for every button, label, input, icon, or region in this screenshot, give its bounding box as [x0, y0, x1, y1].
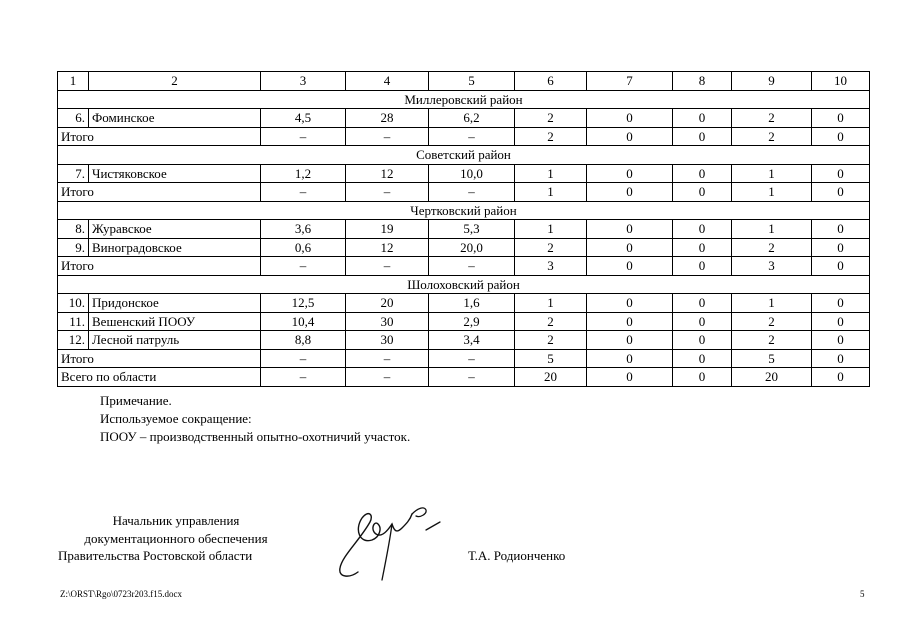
ground-name: Придонское	[89, 294, 261, 313]
district-title: Советский район	[58, 146, 870, 165]
table-cell: 2	[732, 109, 812, 128]
total-value: –	[429, 257, 515, 276]
signer-title-line: Правительства Ростовской области	[58, 548, 253, 563]
table-cell: 0	[812, 109, 870, 128]
table-cell: 0	[673, 294, 732, 313]
table-cell: 0	[673, 109, 732, 128]
table-cell: 5,3	[429, 220, 515, 239]
district-header-row	[58, 90, 870, 109]
total-value: 0	[587, 127, 673, 146]
table-cell: 0	[812, 331, 870, 350]
note-block	[100, 392, 410, 446]
grand-total-row	[58, 368, 870, 387]
total-value: 0	[673, 368, 732, 387]
table-cell: 1	[515, 220, 587, 239]
table-cell: 0	[587, 109, 673, 128]
table-cell: 1	[515, 164, 587, 183]
table-cell: 0	[587, 294, 673, 313]
total-value: 0	[673, 349, 732, 368]
ground-name: Фоминское	[89, 109, 261, 128]
table-cell: 20	[346, 294, 429, 313]
footer-file-path: Z:\ORST\Rgo\0723r203.f15.docx	[60, 589, 182, 599]
table-cell: 1	[515, 294, 587, 313]
district-title: Чертковский район	[58, 201, 870, 220]
table-cell: 10,0	[429, 164, 515, 183]
total-label: Итого	[58, 127, 261, 146]
table-cell: 20,0	[429, 238, 515, 257]
table-cell: 2	[515, 109, 587, 128]
total-value: 20	[515, 368, 587, 387]
district-header-row	[58, 275, 870, 294]
header-cell: 8	[673, 72, 732, 91]
header-row	[58, 72, 870, 91]
total-value: 0	[812, 183, 870, 202]
table-row	[58, 238, 870, 257]
ground-name: Журавское	[89, 220, 261, 239]
total-value: 0	[673, 257, 732, 276]
subtotal-row	[58, 183, 870, 202]
table-cell: 12,5	[261, 294, 346, 313]
total-value: –	[346, 349, 429, 368]
total-value: –	[261, 127, 346, 146]
row-number: 10.	[58, 294, 89, 313]
total-label: Итого	[58, 349, 261, 368]
total-value: 20	[732, 368, 812, 387]
total-value: –	[261, 183, 346, 202]
table-body	[58, 72, 870, 387]
total-value: 0	[673, 127, 732, 146]
total-value: –	[429, 127, 515, 146]
table-cell: 0	[587, 164, 673, 183]
table-cell: 0	[673, 238, 732, 257]
total-value: 0	[812, 349, 870, 368]
subtotal-row	[58, 127, 870, 146]
total-value: 0	[587, 368, 673, 387]
row-number: 7.	[58, 164, 89, 183]
hunting-grounds-table	[57, 71, 870, 387]
table-cell: 0,6	[261, 238, 346, 257]
table-cell: 0	[812, 220, 870, 239]
table-row	[58, 331, 870, 350]
table-row	[58, 109, 870, 128]
total-value: –	[261, 368, 346, 387]
table-cell: 2	[515, 331, 587, 350]
table-cell: 2,9	[429, 312, 515, 331]
note-heading: Примечание.	[100, 393, 172, 408]
table-cell: 0	[812, 238, 870, 257]
header-cell: 1	[58, 72, 89, 91]
table-cell: 3,4	[429, 331, 515, 350]
table-cell: 0	[673, 331, 732, 350]
total-label: Итого	[58, 257, 261, 276]
total-value: –	[346, 127, 429, 146]
total-value: –	[429, 368, 515, 387]
table-row	[58, 220, 870, 239]
total-label: Всего по области	[58, 368, 261, 387]
table-cell: 0	[587, 238, 673, 257]
table-cell: 19	[346, 220, 429, 239]
table-cell: 12	[346, 238, 429, 257]
note-abbreviation-text: ПООУ – производственный опытно-охотничий участок.	[100, 429, 411, 444]
signer-title	[60, 512, 292, 565]
table-cell: 10,4	[261, 312, 346, 331]
total-value: 0	[587, 349, 673, 368]
table-cell: 1	[732, 220, 812, 239]
total-value: 1	[732, 183, 812, 202]
note-abbreviation-label: Используемое сокращение:	[100, 411, 252, 426]
table-cell: 0	[812, 164, 870, 183]
table-cell: 12	[346, 164, 429, 183]
row-number: 9.	[58, 238, 89, 257]
table-cell: 30	[346, 312, 429, 331]
total-value: 3	[732, 257, 812, 276]
table-cell: 0	[673, 220, 732, 239]
table-cell: 2	[732, 238, 812, 257]
table-cell: 1,2	[261, 164, 346, 183]
table-cell: 28	[346, 109, 429, 128]
header-cell: 10	[812, 72, 870, 91]
table-cell: 2	[515, 312, 587, 331]
total-value: 2	[515, 127, 587, 146]
total-value: 2	[732, 127, 812, 146]
total-value: 3	[515, 257, 587, 276]
table-cell: 0	[587, 331, 673, 350]
total-value: –	[346, 368, 429, 387]
subtotal-row	[58, 257, 870, 276]
total-value: 0	[673, 183, 732, 202]
handwritten-signature	[330, 500, 450, 585]
row-number: 12.	[58, 331, 89, 350]
table-row	[58, 294, 870, 313]
total-value: 1	[515, 183, 587, 202]
table-cell: 0	[812, 294, 870, 313]
total-label: Итого	[58, 183, 261, 202]
header-cell: 7	[587, 72, 673, 91]
district-title: Шолоховский район	[58, 275, 870, 294]
header-cell: 3	[261, 72, 346, 91]
total-value: 5	[515, 349, 587, 368]
total-value: 5	[732, 349, 812, 368]
table-cell: 0	[673, 312, 732, 331]
total-value: 0	[587, 183, 673, 202]
total-value: 0	[812, 368, 870, 387]
table-cell: 2	[732, 331, 812, 350]
table-cell: 0	[587, 312, 673, 331]
table-cell: 0	[673, 164, 732, 183]
header-cell: 4	[346, 72, 429, 91]
table-row	[58, 312, 870, 331]
total-value: –	[346, 257, 429, 276]
table-cell: 0	[812, 312, 870, 331]
table-cell: 1	[732, 294, 812, 313]
table-cell: 30	[346, 331, 429, 350]
signer-title-line: Начальник управления	[112, 513, 240, 528]
table-cell: 0	[587, 220, 673, 239]
signer-name: Т.А. Родионченко	[468, 548, 566, 563]
table-cell: 2	[515, 238, 587, 257]
ground-name: Вешенский ПООУ	[89, 312, 261, 331]
table-cell: 4,5	[261, 109, 346, 128]
ground-name: Виноградовское	[89, 238, 261, 257]
table-cell: 3,6	[261, 220, 346, 239]
district-header-row	[58, 201, 870, 220]
total-value: –	[429, 349, 515, 368]
header-cell: 9	[732, 72, 812, 91]
header-cell: 6	[515, 72, 587, 91]
ground-name: Лесной патруль	[89, 331, 261, 350]
district-header-row	[58, 146, 870, 165]
table-cell: 2	[732, 312, 812, 331]
page-number: 5	[860, 589, 865, 599]
total-value: 0	[812, 127, 870, 146]
table-cell: 6,2	[429, 109, 515, 128]
table-cell: 8,8	[261, 331, 346, 350]
header-cell: 2	[89, 72, 261, 91]
signer-title-line: документационного обеспечения	[84, 530, 268, 546]
total-value: 0	[812, 257, 870, 276]
total-value: 0	[587, 257, 673, 276]
ground-name: Чистяковское	[89, 164, 261, 183]
header-cell: 5	[429, 72, 515, 91]
row-number: 6.	[58, 109, 89, 128]
total-value: –	[346, 183, 429, 202]
subtotal-row	[58, 349, 870, 368]
row-number: 11.	[58, 312, 89, 331]
district-title: Миллеровский район	[58, 90, 870, 109]
total-value: –	[261, 257, 346, 276]
table-cell: 1	[732, 164, 812, 183]
total-value: –	[261, 349, 346, 368]
table-cell: 1,6	[429, 294, 515, 313]
total-value: –	[429, 183, 515, 202]
row-number: 8.	[58, 220, 89, 239]
table-row	[58, 164, 870, 183]
